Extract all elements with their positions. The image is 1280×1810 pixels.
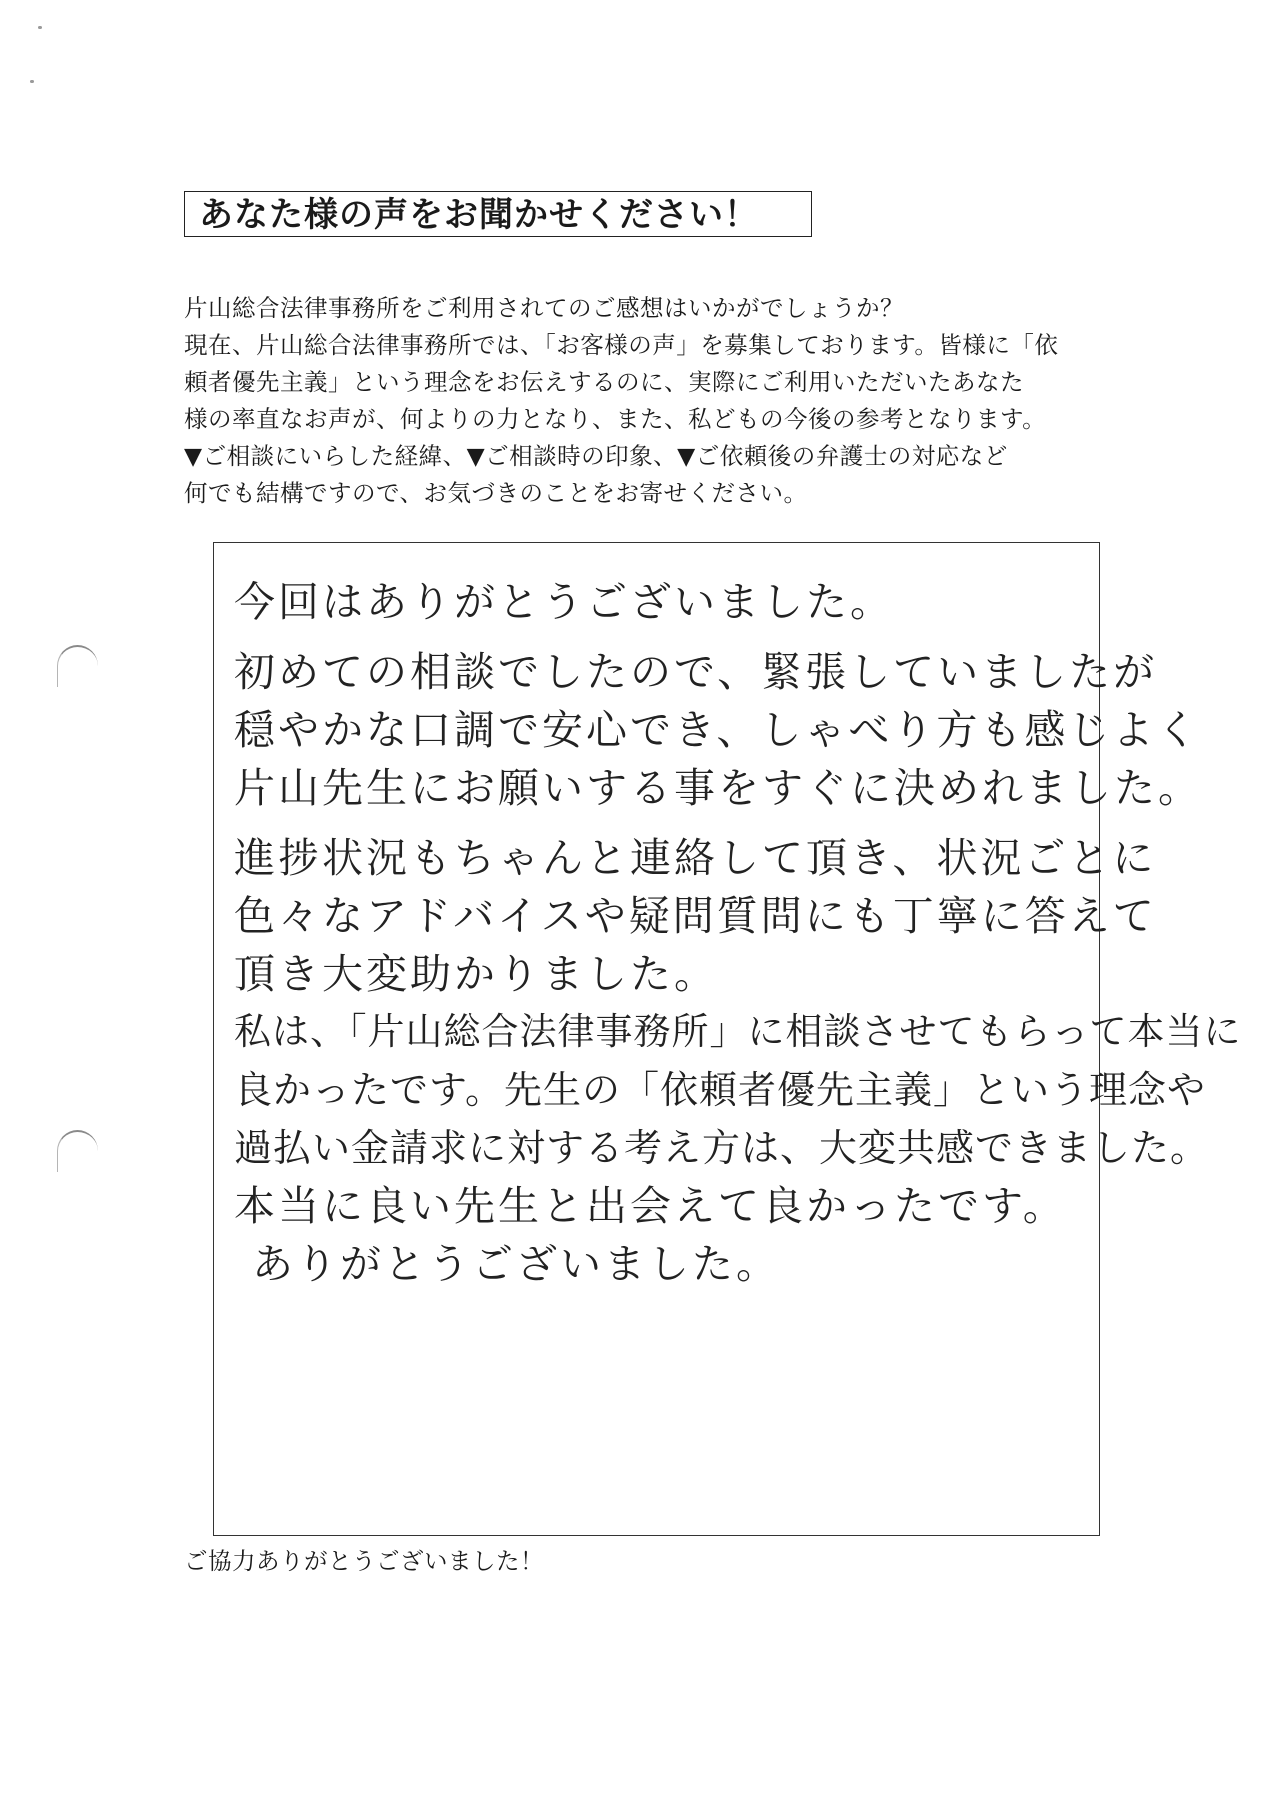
scan-speck	[38, 26, 42, 29]
intro-line: ▼ご相談にいらした経緯、▼ご相談時の印象、▼ご依頼後の弁護士の対応など	[184, 442, 1008, 470]
comment-line: ありがとうございました。	[252, 1240, 780, 1288]
intro-line: 頼者優先主義」という理念をお伝えするのに、実際にご利用いただいたあなた	[184, 368, 1024, 396]
form-title: あなた様の声をお聞かせください！	[199, 195, 759, 235]
scan-speck	[30, 80, 34, 83]
intro-line: 様の率直なお声が、何よりの力となり、また、私どもの今後の参考となります。	[184, 405, 1047, 433]
form-title-box	[184, 191, 812, 237]
comment-line: 本当に良い先生と出会えて良かったです。	[234, 1182, 1067, 1230]
intro-line: 何でも結構ですので、お気づきのことをお寄せください。	[184, 479, 808, 507]
handwritten-comment	[234, 573, 1242, 1293]
comment-line: 色々なアドバイスや疑問質問にも丁寧に答えて	[234, 892, 1157, 940]
comment-line: 片山先生にお願いする事をすぐに決めれました。	[234, 764, 1202, 812]
comment-line: 私は、「片山総合法律事務所」に相談させてもらって本当に	[234, 1010, 1242, 1053]
intro-line: 片山総合法律事務所をご利用されてのご感想はいかがでしょうか？	[184, 294, 904, 322]
punch-hole-mark	[57, 1130, 98, 1172]
closing-thanks: ご協力ありがとうございました！	[184, 1547, 544, 1575]
comment-line: 過払い金請求に対する考え方は、大変共感できました。	[234, 1126, 1210, 1170]
comment-line: 穏やかな口調で安心でき、しゃべり方も感じよく	[234, 706, 1201, 754]
intro-paragraph	[184, 290, 1114, 512]
comment-line: 今回はありがとうございました。	[234, 578, 894, 626]
comment-line: 良かったです。先生の「依頼者優先主義」という理念や	[234, 1068, 1206, 1112]
handwritten-comment-box	[213, 542, 1242, 1536]
intro-line: 現在、片山総合法律事務所では、「お客様の声」を募集しております。皆様に「依	[184, 331, 1059, 359]
comment-line: 進捗状況もちゃんと連絡して頂き、状況ごとに	[234, 834, 1157, 882]
comment-line: 初めての相談でしたので、緊張していましたが	[234, 648, 1158, 696]
comment-line: 頂き大変助かりました。	[234, 950, 718, 998]
punch-hole-mark	[57, 645, 98, 687]
